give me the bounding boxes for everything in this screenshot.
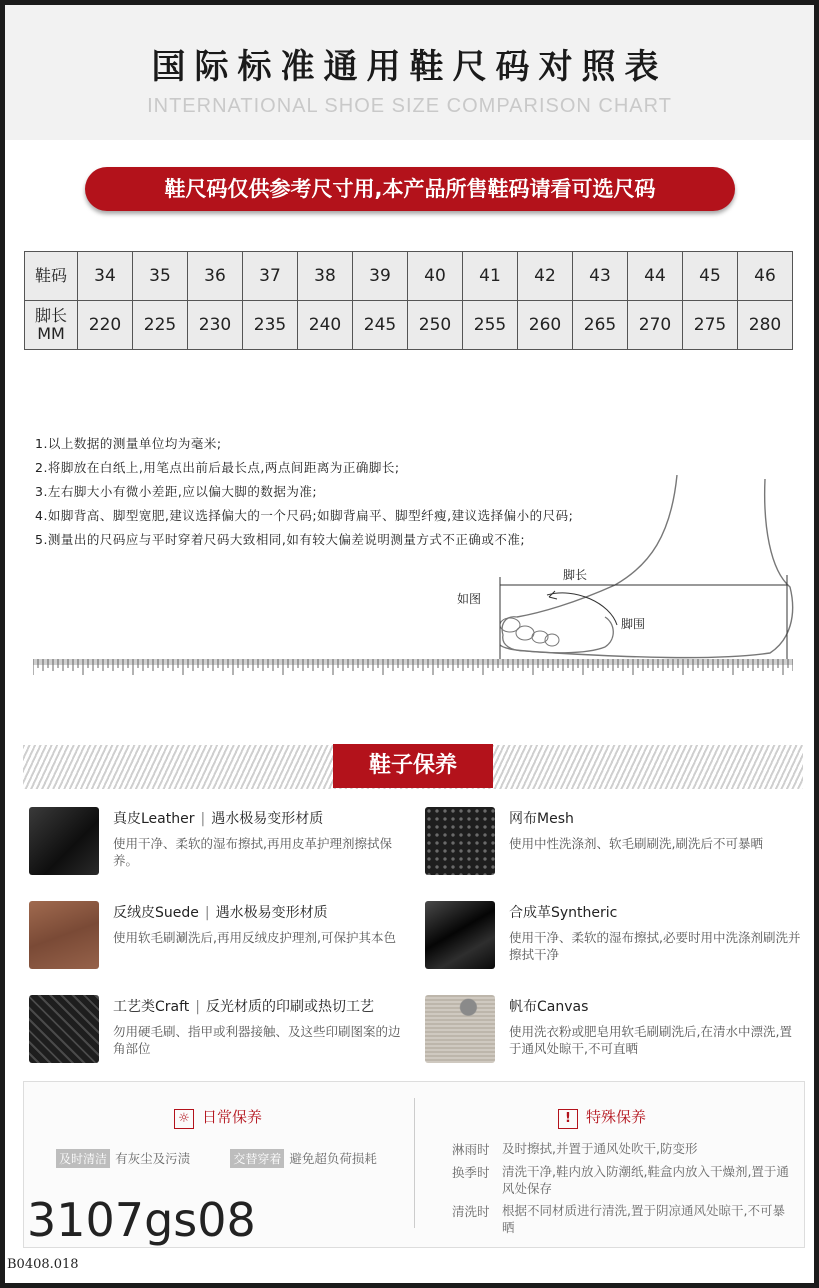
material-tag: 反光材质的印刷或热切工艺: [206, 999, 375, 1015]
material-desc: 使用干净、柔软的湿布擦拭,必要时用中洗涤剂刷洗并擦拭干净: [509, 930, 801, 962]
length-cell: 235: [243, 301, 298, 350]
length-cell: 270: [628, 301, 683, 350]
sun-icon: ☼: [174, 1109, 194, 1129]
size-row: [25, 252, 793, 301]
page-subtitle: INTERNATIONAL SHOE SIZE COMPARISON CHART: [147, 95, 672, 117]
leather-swatch: [29, 807, 99, 875]
care-item-head: 工艺类Craft | 反光材质的印刷或热切工艺: [113, 999, 375, 1015]
length-label-cn: 脚长: [34, 306, 67, 325]
warning-icon: !: [558, 1109, 578, 1129]
length-cell: 230: [188, 301, 243, 350]
care-item-head: [509, 996, 588, 1016]
size-cell: 46: [738, 252, 793, 301]
note-item: 4.如脚背高、脚型宽肥,建议选择偏大的一个尺码;如脚背扁平、脚型纤瘦,建议选择偏小的尺码;: [35, 508, 574, 523]
special-row: [452, 1163, 797, 1197]
note-item: 3.左右脚大小有微小差距,应以偏大脚的数据为准;: [35, 484, 318, 499]
material-desc: 使用中性洗涤剂、软毛刷刷洗,刷洗后不可暴晒: [509, 836, 763, 851]
special-label: 换季时: [452, 1165, 490, 1180]
size-cell: 43: [573, 252, 628, 301]
synthetic-swatch: [425, 901, 495, 969]
reference-code: B0408.018: [7, 1257, 79, 1272]
length-cell: 260: [518, 301, 573, 350]
material-tag: 遇水极易变形材质: [211, 811, 324, 827]
care-item-head: [509, 902, 617, 922]
size-cell: 45: [683, 252, 738, 301]
divider: [414, 1098, 415, 1228]
size-cell: 34: [78, 252, 133, 301]
size-cell: 36: [188, 252, 243, 301]
material-desc: 使用干净、柔软的湿布擦拭,再用皮革护理剂擦拭保养。: [113, 836, 392, 868]
material-name: 反绒皮Suede: [113, 905, 199, 921]
length-row: [25, 301, 793, 350]
header: [5, 5, 814, 140]
length-cell: 240: [298, 301, 353, 350]
length-label-unit: MM: [37, 324, 65, 343]
material-name: 网布Mesh: [509, 811, 574, 827]
notice-banner: 鞋尺码仅供参考尺寸用,本产品所售鞋码请看可选尺码: [85, 167, 735, 211]
material-desc: 勿用硬毛刷、指甲或利器接触、及这些印刷图案的边角部位: [113, 1024, 401, 1056]
daily-tag: 交替穿着: [230, 1149, 284, 1168]
length-cell: 255: [463, 301, 518, 350]
material-name: 帆布Canvas: [509, 999, 589, 1015]
size-cell: 42: [518, 252, 573, 301]
length-cell: 280: [738, 301, 793, 350]
special-text: 清洗干净,鞋内放入防潮纸,鞋盒内放入干燥剂,置于通风处保存: [502, 1164, 789, 1196]
length-cell: 225: [133, 301, 188, 350]
size-cell: 38: [298, 252, 353, 301]
material-tag: 遇水极易变形材质: [215, 905, 328, 921]
daily-text: 有灰尘及污渍: [115, 1151, 191, 1166]
length-cell: 275: [683, 301, 738, 350]
special-care-heading: [558, 1106, 646, 1129]
special-text: 及时擦拭,并置于通风处吹干,防变形: [502, 1141, 698, 1156]
note-item: 1.以上数据的测量单位均为毫米;: [35, 436, 222, 451]
care-item-head: [509, 808, 574, 828]
canvas-swatch: [425, 995, 495, 1063]
craft-swatch: [29, 995, 99, 1063]
care-section-title: 鞋子保养: [333, 744, 493, 788]
size-cell: 40: [408, 252, 463, 301]
mesh-swatch: [425, 807, 495, 875]
special-care-list: [452, 1140, 797, 1236]
care-item-head: 反绒皮Suede | 遇水极易变形材质: [113, 905, 328, 921]
material-desc: 使用洗衣粉或肥皂用软毛刷刷洗后,在清水中漂洗,置于通风处晾干,不可直晒: [509, 1024, 792, 1056]
special-text: 根据不同材质进行清洗,置于阴凉通风处晾干,不可暴晒: [502, 1203, 785, 1235]
length-label: [25, 301, 78, 350]
size-label: 鞋码: [25, 252, 78, 301]
note-item: 2.将脚放在白纸上,用笔点出前后最长点,两点间距离为正确脚长;: [35, 460, 400, 475]
suede-swatch: [29, 901, 99, 969]
product-code: 3107gs08: [27, 1193, 256, 1247]
length-cell: 220: [78, 301, 133, 350]
length-cell: 245: [353, 301, 408, 350]
material-name: 工艺类Craft: [113, 999, 190, 1015]
special-label: 淋雨时: [452, 1142, 490, 1157]
daily-care-heading: [174, 1106, 262, 1129]
material-name: 真皮Leather: [113, 811, 195, 827]
special-row: [452, 1202, 797, 1236]
size-table: [24, 251, 793, 350]
size-cell: 37: [243, 252, 298, 301]
care-item-head: 真皮Leather | 遇水极易变形材质: [113, 811, 324, 827]
length-cell: 250: [408, 301, 463, 350]
foot-length-label: 脚长: [563, 568, 588, 582]
daily-tag: 及时清洁: [56, 1149, 110, 1168]
special-care-title: 特殊保养: [586, 1108, 647, 1126]
material-name: 合成革Syntheric: [509, 905, 618, 921]
daily-care-title: 日常保养: [202, 1108, 263, 1126]
size-cell: 44: [628, 252, 683, 301]
note-item: 5.测量出的尺码应与平时穿着尺码大致相同,如有较大偏差说明测量方式不正确或不准;: [35, 532, 526, 547]
material-desc: 使用软毛刷涮洗后,再用反绒皮护理剂,可保护其本色: [113, 930, 396, 945]
length-cell: 265: [573, 301, 628, 350]
special-row: [452, 1140, 797, 1158]
foot-girth-label: 脚围: [621, 617, 646, 631]
size-cell: 35: [133, 252, 188, 301]
ruler: [33, 655, 793, 677]
page-title: 国际标准通用鞋尺码对照表: [151, 47, 668, 87]
example-label: 如图: [457, 592, 482, 606]
special-label: 清洗时: [452, 1204, 490, 1219]
foot-diagram: [445, 475, 805, 665]
size-chart-page: [5, 5, 814, 1283]
daily-care-row: [56, 1148, 377, 1168]
size-cell: 39: [353, 252, 408, 301]
daily-text: 避免超负荷损耗: [289, 1151, 377, 1166]
size-cell: 41: [463, 252, 518, 301]
